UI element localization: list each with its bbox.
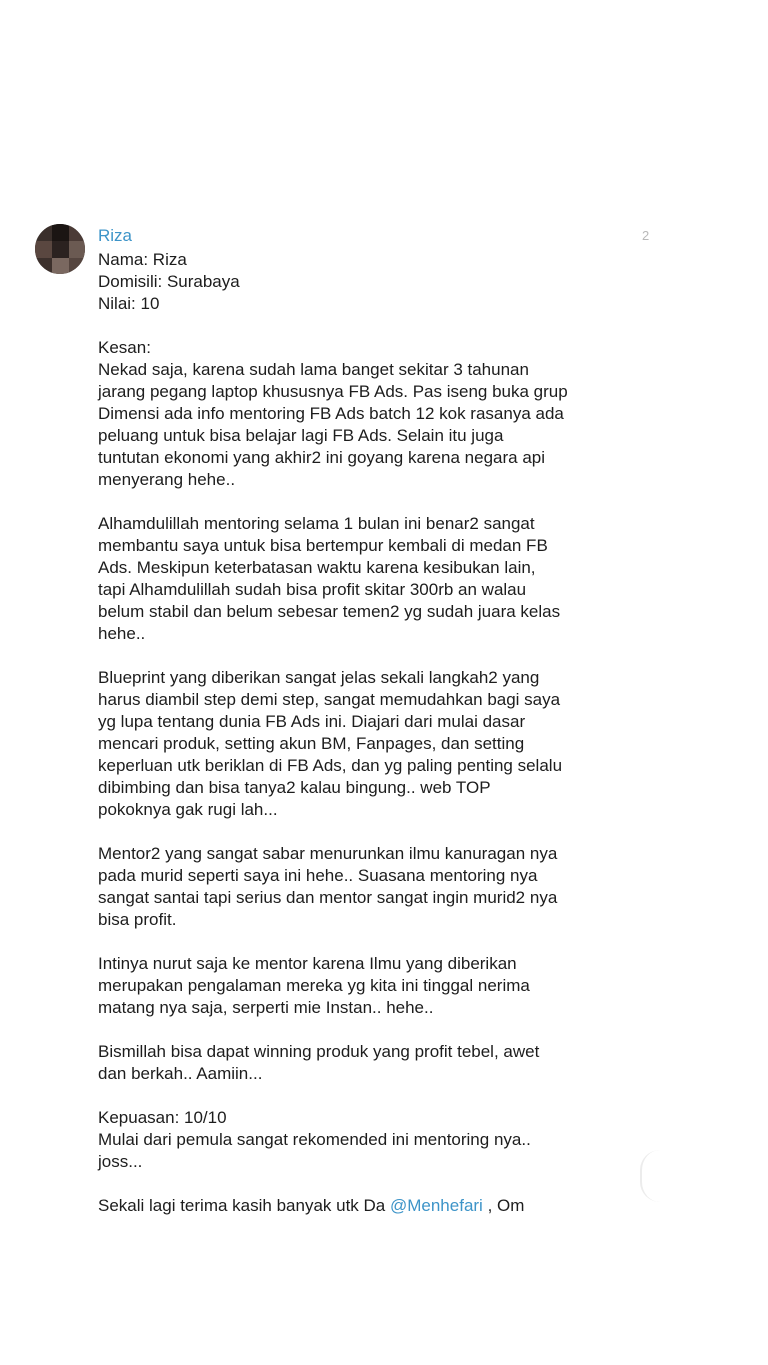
- text-line: mencari produk, setting akun BM, Fanpages, dan setting: [98, 734, 525, 753]
- text-line: sangat santai tapi serius dan mentor sangat ingin murid2 nya: [98, 888, 558, 907]
- text-line: bisa profit.: [98, 910, 177, 929]
- profile-detail-line: Nama: Riza: [98, 250, 187, 269]
- text-line: Kepuasan: 10/10: [98, 1108, 227, 1127]
- text-line: Alhamdulillah mentoring selama 1 bulan ini benar2 sangat: [98, 514, 535, 533]
- text-line: Kesan:: [98, 338, 151, 357]
- message-paragraphs: [98, 337, 638, 1173]
- closing-line: [98, 1195, 638, 1217]
- text-line: pokoknya gak rugi lah...: [98, 800, 278, 819]
- text-line: Nekad saja, karena sudah lama banget sekitar 3 tahunan: [98, 360, 529, 379]
- scroll-down-button[interactable]: [640, 1150, 660, 1202]
- text-line: Intinya nurut saja ke mentor karena Ilmu yang diberikan: [98, 954, 517, 973]
- text-line: Dimensi ada info mentoring FB Ads batch 12 kok rasanya ada: [98, 404, 564, 423]
- text-line: Ads. Meskipun keterbatasan waktu karena kesibukan lain,: [98, 558, 536, 577]
- message-paragraph: [98, 843, 638, 931]
- text-line: Mulai dari pemula sangat rekomended ini mentoring nya..: [98, 1130, 531, 1149]
- avatar[interactable]: [35, 224, 85, 274]
- text-line: jarang pegang laptop khususnya FB Ads. Pas iseng buka grup: [98, 382, 568, 401]
- text-line: tuntutan ekonomi yang akhir2 ini goyang karena negara api: [98, 448, 546, 467]
- text-line: harus diambil step demi step, sangat memudahkan bagi saya: [98, 690, 561, 709]
- text-line: tapi Alhamdulillah sudah bisa profit skitar 300rb an walau: [98, 580, 527, 599]
- message-paragraph: [98, 513, 638, 645]
- text-line: matang nya saja, serperti mie Instan.. hehe..: [98, 998, 434, 1017]
- message-paragraph: [98, 1041, 638, 1085]
- message-body: [98, 222, 638, 1217]
- text-line: dibimbing dan bisa tanya2 kalau bingung.. web TOP: [98, 778, 491, 797]
- profile-detail-line: Nilai: 10: [98, 294, 160, 313]
- profile-details: [98, 249, 638, 315]
- sender-name[interactable]: Riza: [98, 226, 133, 245]
- text-line: Blueprint yang diberikan sangat jelas sekali langkah2 yang: [98, 668, 540, 687]
- closing-text: Sekali lagi terima kasih banyak utk Da: [98, 1196, 390, 1215]
- text-line: merupakan pengalaman mereka yg kita ini tinggal nerima: [98, 976, 530, 995]
- text-line: peluang untuk bisa belajar lagi FB Ads. Selain itu juga: [98, 426, 504, 445]
- text-line: menyerang hehe..: [98, 470, 236, 489]
- message-timestamp: 2: [642, 228, 650, 243]
- text-line: joss...: [98, 1152, 143, 1171]
- text-line: Bismillah bisa dapat winning produk yang profit tebel, awet: [98, 1042, 540, 1061]
- text-line: belum stabil dan belum sebesar temen2 yg sudah juara kelas: [98, 602, 561, 621]
- closing-text-end: , Om: [482, 1196, 525, 1215]
- text-line: Mentor2 yang sangat sabar menurunkan ilmu kanuragan nya: [98, 844, 558, 863]
- text-line: keperluan utk beriklan di FB Ads, dan yg paling penting selalu: [98, 756, 563, 775]
- message-paragraph: [98, 953, 638, 1019]
- message-paragraph: [98, 337, 638, 491]
- text-line: membantu saya untuk bisa bertempur kembali di medan FB: [98, 536, 548, 555]
- mention-link[interactable]: @Menhefari: [389, 1196, 483, 1215]
- profile-detail-line: Domisili: Surabaya: [98, 272, 240, 291]
- text-line: yg lupa tentang dunia FB Ads ini. Diajari dari mulai dasar: [98, 712, 526, 731]
- message-paragraph: [98, 1107, 638, 1173]
- text-line: pada murid seperti saya ini hehe.. Suasana mentoring nya: [98, 866, 538, 885]
- text-line: hehe..: [98, 624, 146, 643]
- message-paragraph: [98, 667, 638, 821]
- text-line: dan berkah.. Aamiin...: [98, 1064, 263, 1083]
